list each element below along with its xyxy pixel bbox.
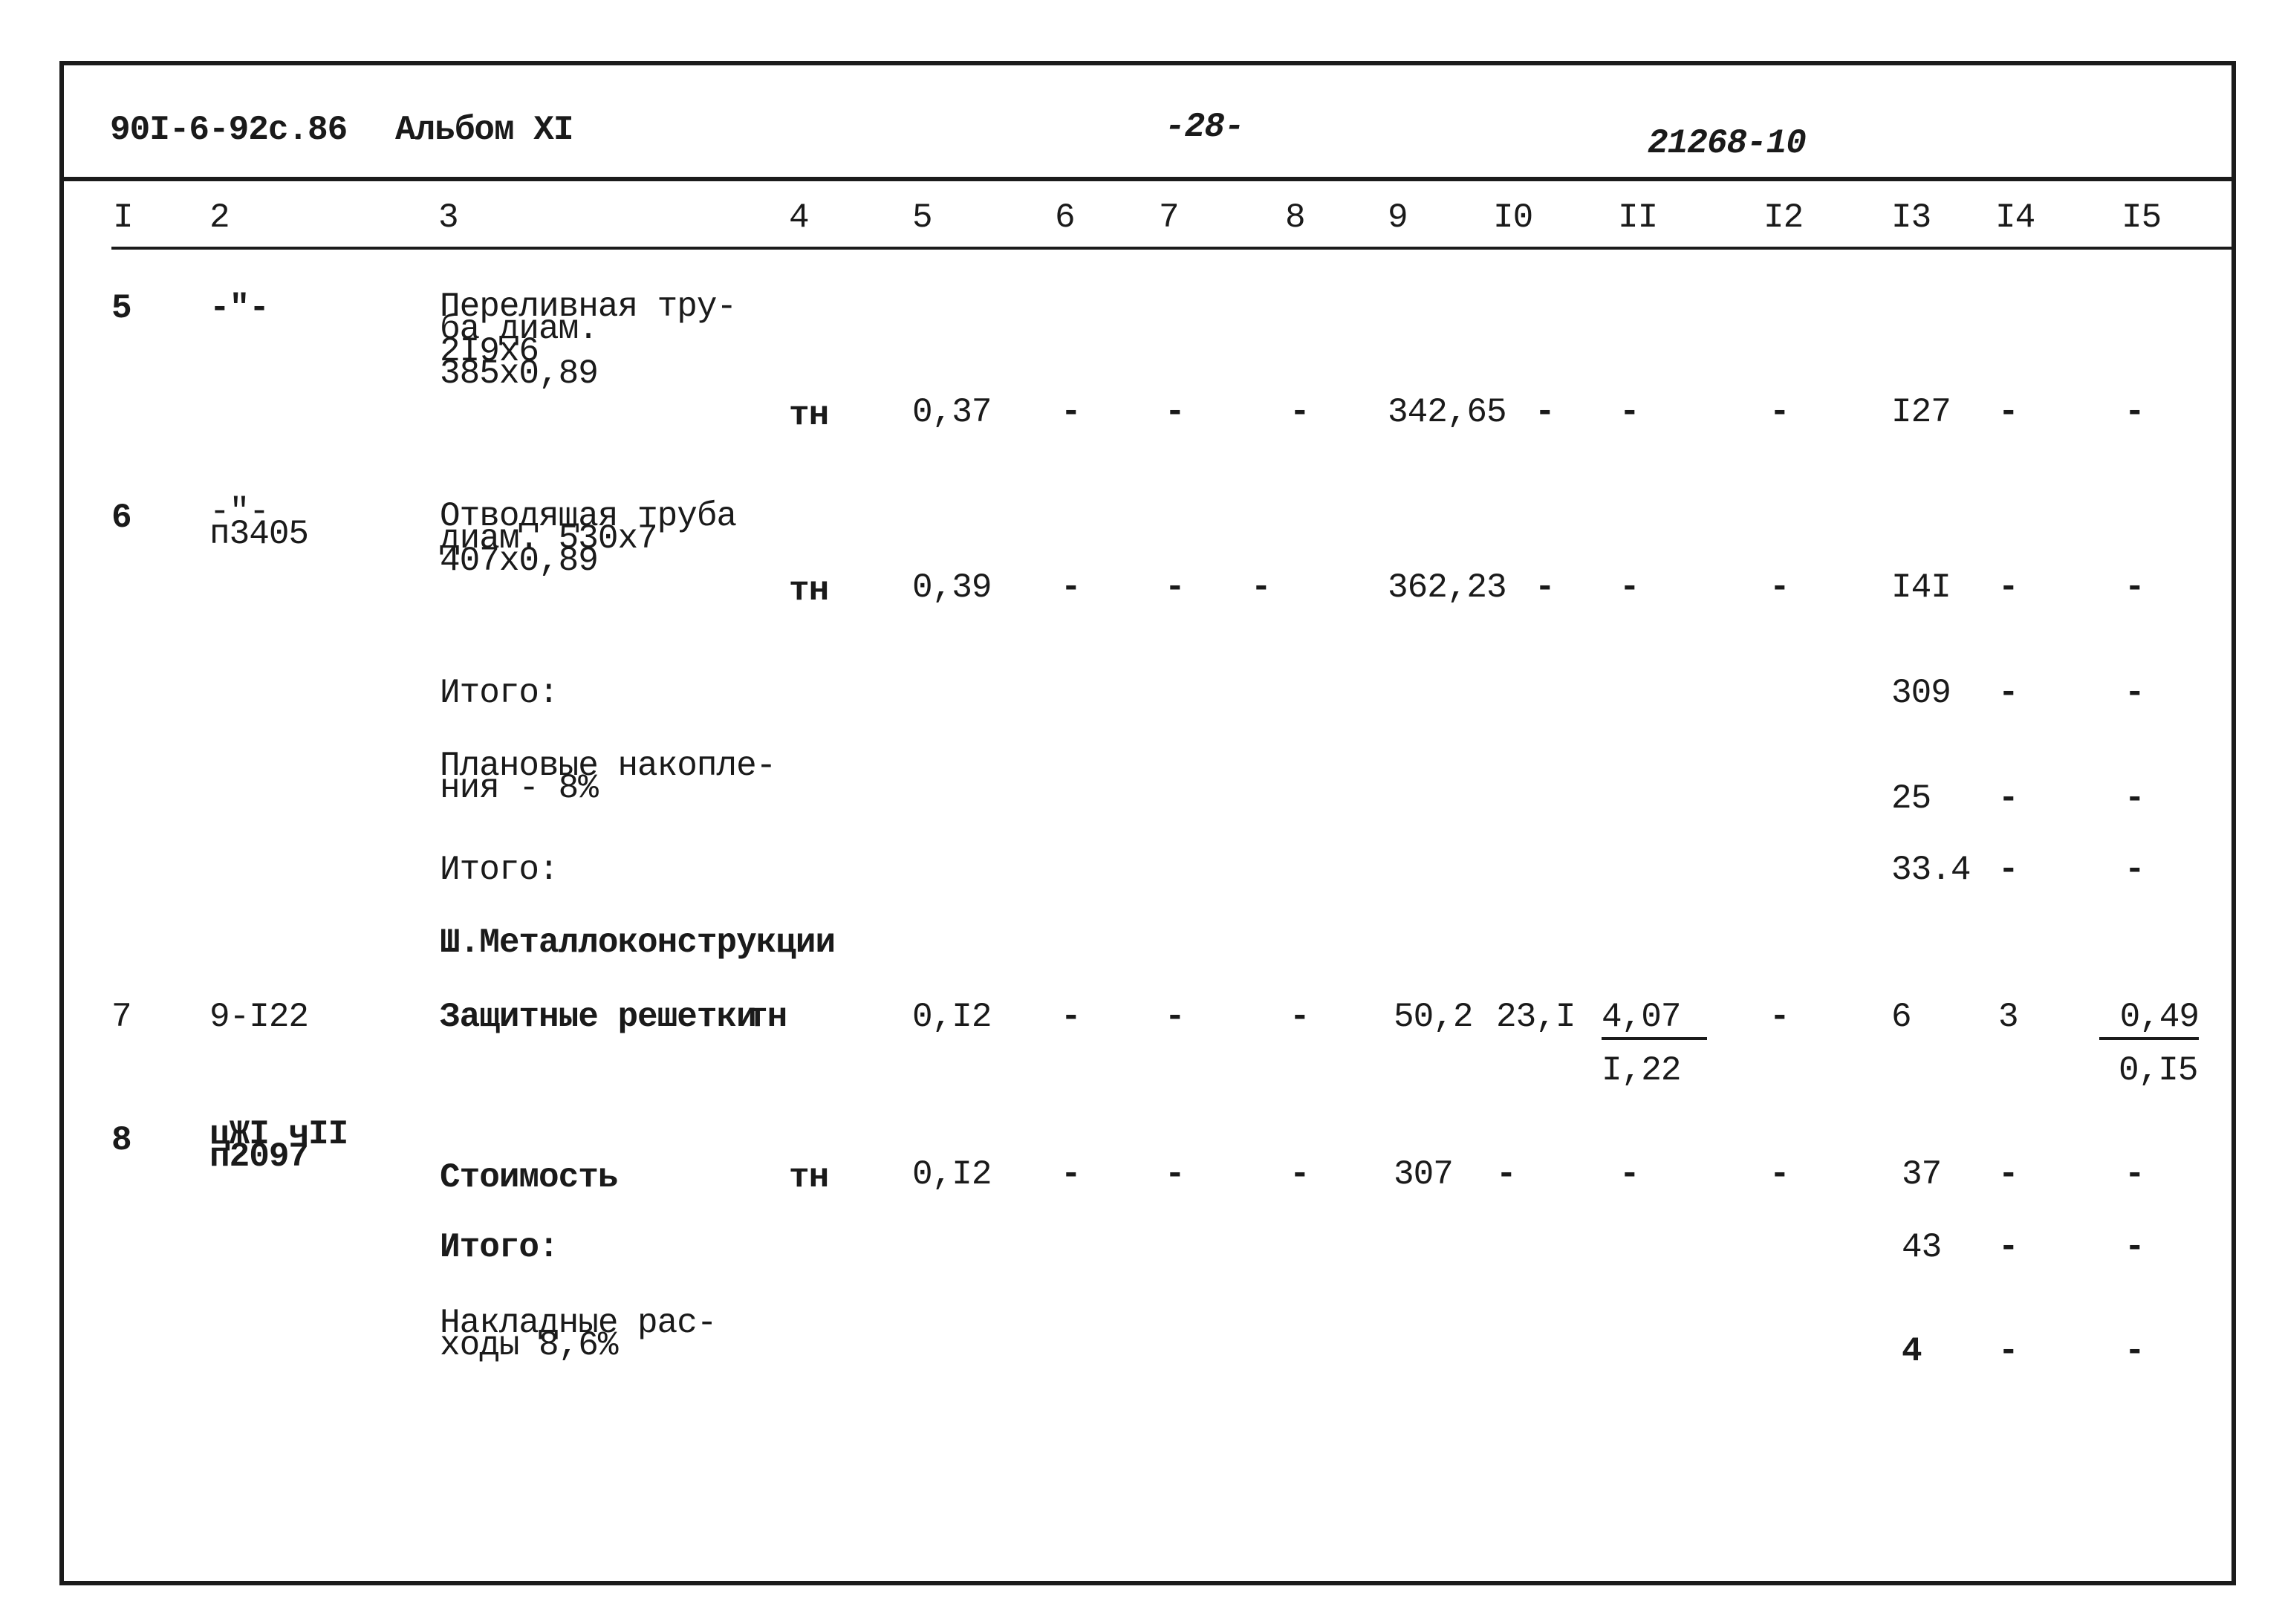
row-reference: -"- п3405 [209,493,309,553]
unit: тн [789,571,829,610]
header-divider [64,177,2231,181]
subtotal-col13: 33.4 [1891,851,1971,889]
cell-col10: - [1535,568,1555,607]
row-number: 6 [111,498,131,537]
document-code: 21268-10 [1648,124,1806,163]
item-description: Стоимость [440,1158,618,1197]
cell-col7: - [1165,568,1185,607]
row-reference: цЖI чII п2097 [209,1115,348,1176]
cell-col14: 3 [1998,998,2018,1036]
column-number: 4 [789,198,809,237]
cell-col7: - [1165,1155,1185,1194]
subtotal-col14: - [1998,851,2018,889]
column-number: 3 [438,198,458,237]
row-reference: 9-I22 [209,998,309,1036]
column-number: II [1618,198,1658,237]
overhead-col14: - [1998,1332,2018,1371]
cell-col11-denominator: I,22 [1602,1051,1681,1090]
cell-col13: I27 [1891,393,1951,432]
cell-col8: - [1290,1155,1310,1194]
cell-col13: 6 [1891,998,1911,1036]
column-number: I0 [1493,198,1533,237]
row-number: 8 [111,1121,131,1160]
cell-col10: - [1535,393,1555,432]
column-header-divider [111,247,2231,250]
subtotal-col14: - [1998,674,2018,712]
cell-col15: - [2125,393,2145,432]
cell-col12: - [1769,998,1789,1036]
subtotal-col15: - [2125,674,2145,712]
cell-col11: - [1619,568,1639,607]
row-reference: -"- [209,289,269,328]
cell-col11: - [1619,1155,1639,1194]
subtotal-col13: 43 [1902,1228,1942,1267]
planned-savings-label: Плановые накопле- ния - 8% [440,747,776,808]
subtotal-label: Итого: [440,1228,559,1267]
cell-col11-numerator: 4,07 [1602,1000,1707,1040]
column-number: 8 [1285,198,1305,237]
cell-col12: - [1769,1155,1789,1194]
cell-col5: 0,I2 [912,998,992,1036]
cell-col5: 0,I2 [912,1155,992,1194]
cell-col6: - [1061,568,1081,607]
column-number: 2 [209,198,230,237]
row-number: 7 [111,998,131,1036]
section-heading: Ш.Металлоконструкции [440,923,836,962]
subtotal-col14: - [1998,1228,2018,1267]
column-number: 9 [1388,198,1408,237]
cell-col15: - [2125,1155,2145,1194]
column-number: I [113,198,133,237]
cell-col8: - [1290,998,1310,1036]
planned-col14: - [1998,779,2018,818]
page-number: -28- [1165,108,1244,146]
overhead-col13: 4 [1902,1332,1922,1371]
cell-col13: I4I [1891,568,1951,607]
column-number: I2 [1763,198,1804,237]
column-number: I5 [2122,198,2162,237]
planned-col13: 25 [1891,779,1931,818]
cell-col11: - [1619,393,1639,432]
series-number: 90I-6-92с.86 [110,111,348,149]
cell-col14: - [1998,1155,2018,1194]
cell-col15-numerator: 0,49 [2099,1000,2199,1040]
cell-col7: - [1165,998,1185,1036]
item-description: Переливная тру- ба диам. 2I9х6 385х0,89 [440,288,737,393]
cell-col12: - [1769,393,1789,432]
item-description: Отводящая труба диам. 530х7 407х0,89 [440,497,737,580]
column-number: I4 [1995,198,2035,237]
planned-col15: - [2125,779,2145,818]
cell-col5: 0,39 [912,568,992,607]
column-number: 5 [912,198,932,237]
subtotal-col15: - [2125,851,2145,889]
cell-col9: 50,2 [1394,998,1473,1036]
cell-col12: - [1769,568,1789,607]
cell-col10: - [1496,1155,1516,1194]
column-number: I3 [1891,198,1931,237]
column-number: 7 [1159,198,1179,237]
overhead-col15: - [2125,1332,2145,1371]
cell-col15-denominator: 0,I5 [2119,1051,2198,1090]
cell-col6: - [1061,1155,1081,1194]
cell-col7: - [1165,393,1185,432]
cell-col15: - [2125,568,2145,607]
unit: тн [789,396,829,435]
cell-col13: 37 [1902,1155,1942,1194]
album-label: Альбом XI [395,111,573,149]
cell-col8: - [1290,393,1310,432]
column-number: 6 [1055,198,1075,237]
cell-col5: 0,37 [912,393,992,432]
subtotal-col15: - [2125,1228,2145,1267]
subtotal-col13: 309 [1891,674,1951,712]
row-number: 5 [111,289,131,328]
cell-col14: - [1998,568,2018,607]
overhead-label: Накладные рас- ходы 8,6% [440,1304,717,1365]
cell-col14: - [1998,393,2018,432]
subtotal-label: Итого: [440,851,559,889]
cell-col10: 23,I [1496,998,1576,1036]
cell-col9: 307 [1394,1155,1453,1194]
subtotal-label: Итого: [440,674,559,712]
unit: тн [789,1158,829,1197]
unit: тн [747,998,787,1036]
cell-col8: - [1251,568,1271,607]
cell-col6: - [1061,998,1081,1036]
cell-col9: 342,65 [1388,393,1506,432]
cell-col6: - [1061,393,1081,432]
item-description: Защитные решетки [440,998,756,1036]
cell-col9: 362,23 [1388,568,1506,607]
